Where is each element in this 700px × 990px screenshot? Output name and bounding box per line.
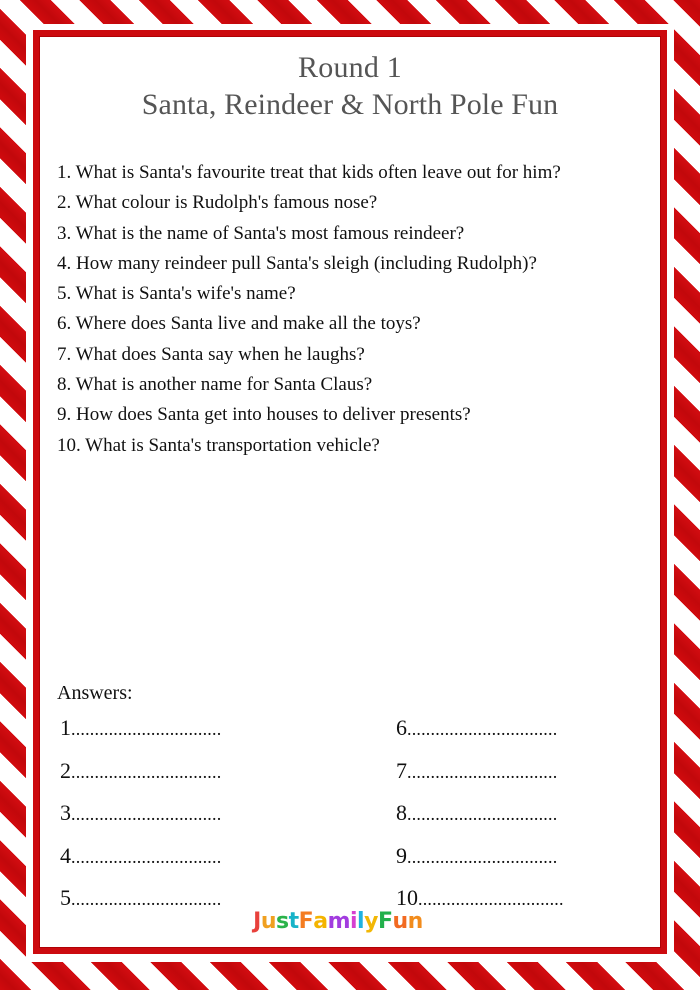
justfamilyfun-logo — [243, 908, 433, 936]
answer-blank: ................................ — [71, 889, 222, 909]
logo-letter: t — [288, 909, 299, 934]
question-item: 2. What colour is Rudolph's famous nose? — [57, 192, 378, 214]
question-item: 4. How many reindeer pull Santa's sleigh (including Rudolph)? — [57, 252, 537, 274]
question-list — [57, 158, 657, 461]
answer-number: 2 — [60, 757, 71, 783]
logo-letter: u — [260, 909, 277, 934]
answer-blank: ................................ — [71, 846, 222, 867]
logo-letter: m — [327, 909, 350, 934]
answer-number: 6 — [396, 715, 407, 740]
question-item: 3. What is the name of Santa's most famous reindeer? — [57, 222, 465, 244]
answer-line — [396, 755, 636, 798]
answer-line — [396, 797, 636, 840]
answer-number: 5 — [60, 885, 71, 910]
answer-blank: ................................ — [71, 761, 222, 782]
question-item: 1. What is Santa's favourite treat that kids often leave out for him? — [57, 162, 561, 183]
logo-letter: n — [407, 909, 423, 934]
logo-letter: F — [377, 909, 393, 934]
answer-line — [396, 712, 636, 755]
round-title: Round 1 — [298, 51, 402, 84]
answer-number: 7 — [396, 757, 407, 783]
question-item: 5. What is Santa's wife's name? — [57, 283, 296, 305]
logo-letter: a — [313, 909, 328, 934]
logo-letter: J — [253, 909, 261, 934]
answer-blank: ................................ — [407, 761, 558, 782]
answer-number: 3 — [60, 800, 71, 825]
answer-number: 9 — [396, 842, 407, 868]
question-item: 8. What is another name for Santa Claus? — [57, 374, 373, 396]
answer-line — [60, 712, 300, 755]
answer-line — [60, 755, 300, 798]
logo-letter: F — [298, 909, 314, 934]
worksheet-header — [39, 50, 661, 124]
answers-heading: Answers: — [57, 682, 133, 704]
answer-line — [60, 797, 300, 840]
question-item: 6. Where does Santa live and make all the toys? — [57, 313, 421, 335]
question-item: 9. How does Santa get into houses to deliver presents? — [57, 404, 471, 426]
answer-line — [396, 840, 636, 883]
answer-blank: ................................ — [407, 719, 558, 739]
answer-blank: ................................ — [71, 804, 222, 824]
answer-number: 1 — [60, 715, 71, 740]
answer-blank: ................................ — [407, 846, 558, 867]
question-item: 10. What is Santa's transportation vehicle? — [57, 434, 380, 456]
answer-blank: ............................... — [418, 889, 564, 909]
answer-number: 10 — [396, 885, 418, 910]
answer-number: 8 — [396, 800, 407, 825]
logo-letter: s — [276, 909, 289, 934]
answer-blank: ................................ — [407, 804, 558, 824]
answer-blank: ................................ — [71, 719, 222, 739]
quiz-title: Santa, Reindeer & North Pole Fun — [141, 88, 559, 121]
answer-number: 4 — [60, 842, 71, 868]
question-item: 7. What does Santa say when he laughs? — [57, 343, 365, 365]
answer-column-left — [60, 712, 300, 925]
logo-letter: u — [392, 909, 408, 934]
logo-letter: i — [350, 909, 358, 934]
answer-column-right — [396, 712, 636, 925]
answer-line — [60, 840, 300, 883]
logo-letter: y — [364, 909, 378, 934]
logo-letter: l — [357, 909, 365, 934]
